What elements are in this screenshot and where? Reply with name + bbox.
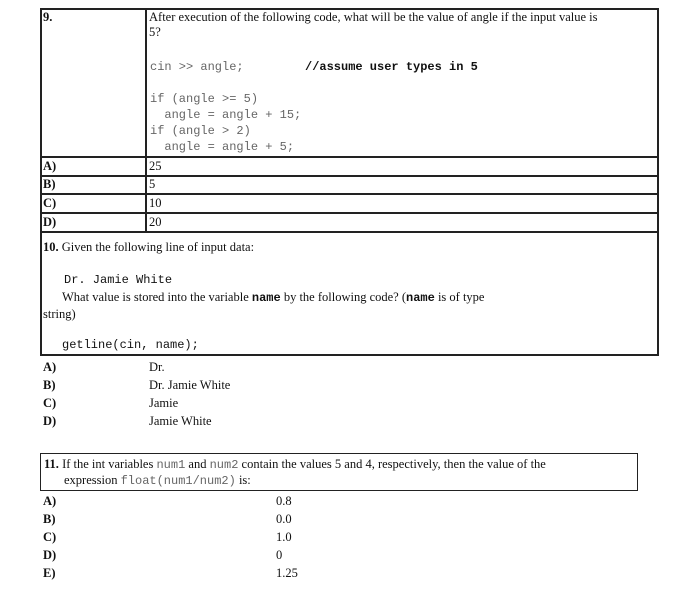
code-comment: //assume user types in 5 bbox=[305, 60, 478, 74]
option-value: 0 bbox=[276, 548, 283, 562]
question-11-line2 bbox=[64, 473, 251, 488]
row-divider bbox=[40, 175, 658, 177]
question-text: is: bbox=[238, 473, 251, 487]
question-number: 10. bbox=[43, 240, 59, 254]
question-text: contain the values 5 and 4, respectively, then the value of the bbox=[241, 457, 546, 471]
question-text: Given the following line of input data: bbox=[61, 240, 255, 254]
option-label: D) bbox=[43, 414, 57, 428]
question-11-line1 bbox=[44, 457, 546, 472]
option-value: 0.8 bbox=[276, 494, 292, 508]
question-10-text bbox=[62, 290, 484, 305]
option-value: 20 bbox=[149, 215, 162, 229]
option-label: C) bbox=[43, 396, 57, 410]
question-number: 9. bbox=[43, 10, 53, 24]
row-divider bbox=[40, 231, 658, 233]
option-label: D) bbox=[43, 548, 57, 562]
question-text: and bbox=[188, 457, 207, 471]
question-text: is of type bbox=[437, 290, 485, 304]
option-label: B) bbox=[43, 378, 56, 392]
option-value: 10 bbox=[149, 196, 162, 210]
option-label: B) bbox=[43, 177, 56, 191]
option-label: A) bbox=[43, 494, 57, 508]
option-label: E) bbox=[43, 566, 56, 580]
option-label: C) bbox=[43, 196, 57, 210]
row-divider bbox=[40, 212, 658, 214]
variable-name: num1 bbox=[156, 458, 186, 472]
question-text: If the int variables bbox=[62, 457, 154, 471]
code-cin: cin >> angle; bbox=[150, 60, 244, 74]
question-text: After execution of the following code, what will be the value of angle if the input value is bbox=[149, 10, 598, 24]
question-number: 11. bbox=[44, 457, 59, 471]
code-line: angle = angle + 15; bbox=[150, 108, 302, 122]
option-value: Dr. Jamie White bbox=[149, 378, 231, 392]
option-value: Jamie bbox=[149, 396, 179, 410]
option-label: A) bbox=[43, 159, 57, 173]
code-line: angle = angle + 5; bbox=[150, 140, 295, 154]
code-line: if (angle > 2) bbox=[150, 124, 251, 138]
option-label: D) bbox=[43, 215, 57, 229]
option-value: 5 bbox=[149, 177, 156, 191]
expression: float(num1/num2) bbox=[120, 474, 236, 488]
option-value: 0.0 bbox=[276, 512, 292, 526]
table-border-left bbox=[40, 8, 42, 233]
table-column-divider bbox=[145, 8, 147, 233]
box-border-bottom bbox=[40, 354, 658, 356]
question-text-cont: string) bbox=[43, 307, 76, 321]
option-value: 1.25 bbox=[276, 566, 298, 580]
question-text-cont: 5? bbox=[149, 25, 161, 39]
question-text: What value is stored into the variable bbox=[62, 290, 249, 304]
option-label: A) bbox=[43, 360, 57, 374]
input-data: Dr. Jamie White bbox=[64, 273, 173, 287]
question-10-intro bbox=[43, 240, 254, 255]
option-value: 25 bbox=[149, 159, 162, 173]
row-divider bbox=[40, 156, 658, 158]
option-label: B) bbox=[43, 512, 56, 526]
table-border-right bbox=[657, 8, 659, 356]
row-divider bbox=[40, 193, 658, 195]
option-value: Jamie White bbox=[149, 414, 212, 428]
option-value: Dr. bbox=[149, 360, 165, 374]
variable-name: num2 bbox=[209, 458, 239, 472]
variable-name: name bbox=[251, 291, 281, 305]
box-border-left bbox=[40, 231, 42, 356]
question-text: expression bbox=[64, 473, 118, 487]
variable-name: name bbox=[406, 291, 435, 305]
code-line: if (angle >= 5) bbox=[150, 92, 259, 106]
option-value: 1.0 bbox=[276, 530, 292, 544]
option-label: C) bbox=[43, 530, 57, 544]
code-getline: getline(cin, name); bbox=[62, 338, 199, 352]
question-text: by the following code? ( bbox=[283, 290, 406, 304]
